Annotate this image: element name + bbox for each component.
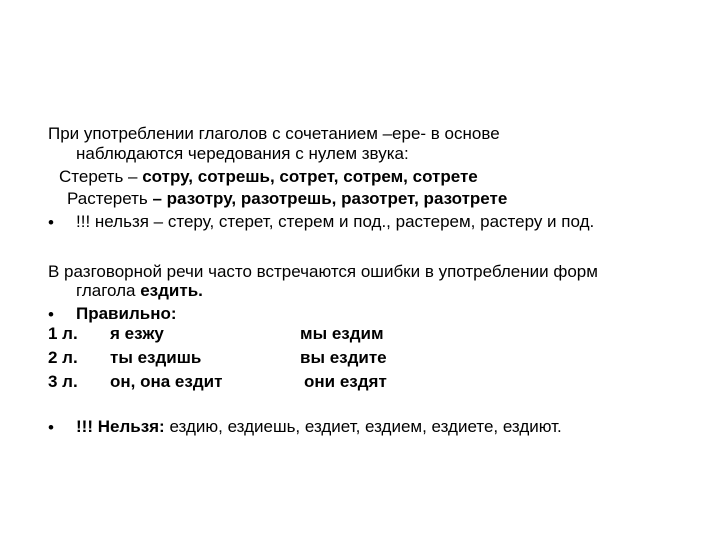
rasteret-forms: – разотру, разотрешь, разотрет, разотрете: [152, 189, 508, 208]
rasteret-line: [67, 189, 507, 209]
colloquial-line-2: [76, 281, 203, 301]
intro-line-2: наблюдаются чередования с нулем звука:: [76, 144, 409, 163]
rasteret-lead: Растереть: [67, 189, 153, 208]
incorrect-label: !!! Нельзя:: [76, 417, 170, 436]
correct-label: Правильно:: [76, 304, 177, 323]
plural-1: мы ездим: [300, 324, 384, 343]
bullet-marker-1: •: [48, 213, 54, 232]
person-3: 3 л.: [48, 372, 78, 391]
bullet-marker-3: •: [48, 418, 54, 437]
steret-line: [59, 167, 478, 187]
person-2: 2 л.: [48, 348, 78, 367]
verb-ezdit: ездить.: [140, 281, 203, 300]
singular-2: ты ездишь: [110, 348, 202, 367]
forbidden-forms-line: !!! нельзя – стеру, стерет, стерем и под., растерем, растеру и под.: [76, 212, 595, 231]
plural-3: они ездят: [304, 372, 387, 391]
incorrect-forms: ездию, ездиешь, ездиет, ездием, ездиете, ездиют.: [169, 417, 562, 436]
steret-lead: Стереть –: [59, 167, 143, 186]
intro-line-1: При употреблении глаголов с сочетанием –ере- в основе: [48, 124, 500, 143]
colloquial-line-1: В разговорной речи часто встречаются ошибки в употреблении форм: [48, 262, 598, 281]
singular-1: я езжу: [110, 324, 164, 343]
steret-forms: сотру, сотрешь, сотрет, сотрем, сотрете: [142, 167, 478, 186]
plural-2: вы ездите: [300, 348, 387, 367]
person-1: 1 л.: [48, 324, 78, 343]
incorrect-forms-line: [76, 417, 562, 437]
colloquial-plain: глагола: [76, 281, 141, 300]
bullet-marker-2: •: [48, 305, 54, 324]
singular-3: он, она ездит: [110, 372, 223, 391]
